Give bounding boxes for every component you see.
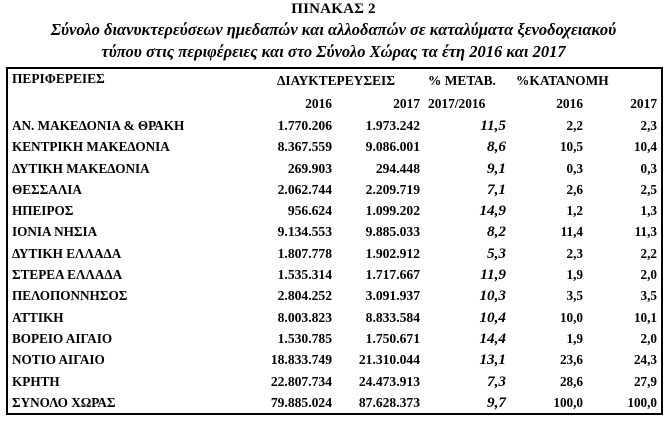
cell-region: ΘΕΣΣΑΛΙΑ: [12, 181, 82, 197]
table-row: [7, 158, 662, 179]
statistics-table-container: [6, 67, 661, 415]
header-year-2017: 2017: [393, 96, 421, 111]
cell-pct-change: 8,6: [487, 138, 507, 156]
statistics-table: [6, 67, 663, 415]
table-row: [7, 371, 662, 392]
cell-region: ΣΤΕΡΕΑ ΕΛΛΑΔΑ: [12, 267, 123, 283]
cell-share-2017: 2,0: [640, 330, 658, 346]
header-year-2016: 2016: [305, 96, 332, 111]
table-row: [7, 307, 662, 328]
cell-stays-2016: 9.134.553: [277, 224, 332, 240]
cell-region: ΣΥΝΟΛΟ ΧΩΡΑΣ: [12, 394, 116, 410]
cell-share-2017: 2,3: [640, 118, 658, 133]
cell-share-2016: 10,5: [559, 139, 584, 155]
table-row: [7, 328, 662, 349]
cell-region: ΑΝ. ΜΑΚΕΔΟΝΙΑ & ΘΡΑΚΗ: [12, 118, 185, 133]
cell-region: ΠΕΛΟΠΟΝΝΗΣΟΣ: [12, 288, 128, 304]
cell-share-2017: 10,4: [633, 139, 658, 155]
cell-stays-2016: 79.885.024: [270, 394, 332, 410]
cell-stays-2017: 1.973.242: [365, 118, 421, 133]
table-row: [7, 221, 662, 242]
cell-share-2016: 1,9: [566, 330, 584, 346]
header-dist-2017: 2017: [630, 96, 658, 111]
cell-pct-change: 11,5: [480, 117, 507, 134]
cell-share-2017: 11,3: [634, 224, 658, 240]
cell-share-2016: 3,5: [566, 288, 584, 304]
cell-region: ΗΠΕΙΡΟΣ: [12, 203, 74, 219]
caption-line-1: Σύνολο διανυκτερεύσεων ημεδαπών και αλλοδαπών σε καταλύματα ξενοδοχειακού: [50, 20, 617, 39]
cell-pct-change: 14,4: [479, 329, 507, 347]
cell-stays-2016: 956.624: [287, 203, 332, 219]
table-row: [7, 285, 662, 306]
cell-stays-2017: 1.717.667: [365, 267, 421, 283]
cell-share-2017: 10,1: [633, 309, 658, 325]
cell-stays-2016: 18.833.749: [270, 352, 332, 368]
cell-stays-2016: 269.903: [287, 160, 332, 176]
cell-pct-change: 14,9: [479, 202, 507, 220]
table-row: [7, 349, 662, 370]
cell-stays-2016: 22.807.734: [270, 373, 332, 389]
cell-pct-change: 9,7: [487, 393, 507, 411]
header-pct-distribution: %ΚΑΤΑΝΟΜΗ: [516, 73, 609, 88]
cell-share-2017: 2,2: [640, 245, 658, 261]
table-row: [7, 115, 662, 136]
table-row: [7, 392, 662, 414]
cell-pct-change: 13,1: [479, 351, 507, 369]
cell-stays-2017: 3.091.937: [365, 288, 421, 304]
cell-share-2016: 100,0: [553, 394, 584, 410]
table-row: [7, 243, 662, 264]
cell-pct-change: 7,1: [487, 180, 507, 198]
cell-region: ΚΡΗΤΗ: [12, 373, 60, 389]
table-caption: [0, 18, 667, 63]
table-row: [7, 136, 662, 157]
cell-region: ΒΟΡΕΙΟ ΑΙΓΑΙΟ: [12, 330, 113, 346]
cell-pct-change: 7,3: [487, 372, 507, 390]
header-pct-change-years: 2017/2016: [428, 96, 486, 111]
cell-share-2017: 2,0: [640, 267, 658, 283]
caption-line-2: τύπου στις περιφέρειες και στο Σύνολο Χώρας τα έτη 2016 και 2017: [101, 42, 566, 61]
cell-region: ΔΥΤΙΚΗ ΜΑΚΕΔΟΝΙΑ: [12, 160, 150, 176]
cell-share-2016: 2,3: [566, 245, 584, 261]
cell-share-2016: 23,6: [559, 352, 584, 368]
cell-pct-change: 5,3: [487, 244, 507, 262]
cell-stays-2017: 9.086.001: [365, 139, 421, 155]
cell-stays-2017: 2.209.719: [365, 181, 421, 197]
table-row: [7, 200, 662, 221]
table-body: [7, 115, 662, 414]
cell-stays-2017: 294.448: [375, 160, 421, 176]
cell-share-2016: 28,6: [559, 373, 584, 389]
cell-share-2017: 27,9: [633, 373, 658, 389]
cell-stays-2016: 1.535.314: [277, 267, 332, 283]
cell-share-2017: 24,3: [633, 352, 658, 368]
header-row-groups: [7, 68, 662, 92]
header-dist-2016: 2016: [556, 96, 584, 111]
cell-pct-change: 10,4: [479, 308, 507, 326]
cell-stays-2016: 2.062.744: [277, 181, 332, 197]
cell-stays-2016: 2.804.252: [277, 288, 332, 304]
cell-stays-2017: 1.750.671: [365, 330, 421, 346]
cell-stays-2017: 1.099.202: [365, 203, 421, 219]
cell-share-2016: 10,0: [559, 309, 584, 325]
cell-stays-2017: 24.473.913: [358, 373, 421, 389]
cell-pct-change: 8,2: [487, 223, 507, 241]
cell-share-2017: 1,3: [640, 203, 658, 219]
cell-region: ΝΟΤΙΟ ΑΙΓΑΙΟ: [12, 352, 105, 368]
cell-share-2017: 2,5: [640, 181, 658, 197]
header-overnight-stays: ΔΙΑΥΚΤΕΡΕΥΣΕΙΣ: [277, 73, 395, 88]
cell-share-2016: 2,6: [566, 181, 584, 197]
table-row: [7, 179, 662, 200]
cell-share-2017: 0,3: [640, 160, 658, 176]
header-pct-change: % ΜΕΤΑΒ.: [428, 73, 496, 88]
cell-share-2017: 100,0: [627, 394, 658, 410]
cell-share-2016: 2,2: [566, 118, 584, 133]
cell-share-2016: 0,3: [566, 160, 584, 176]
cell-region: ΙΟΝΙΑ ΝΗΣΙΑ: [12, 224, 98, 240]
cell-region: ΚΕΝΤΡΙΚΗ ΜΑΚΕΔΟΝΙΑ: [12, 139, 170, 155]
table-row: [7, 264, 662, 285]
cell-share-2016: 1,2: [566, 203, 584, 219]
cell-stays-2017: 1.902.912: [365, 245, 421, 261]
cell-stays-2016: 1.770.206: [277, 118, 332, 133]
cell-stays-2017: 87.628.373: [358, 394, 421, 410]
cell-share-2017: 3,5: [640, 288, 658, 304]
cell-stays-2016: 1.807.778: [277, 245, 332, 261]
cell-stays-2016: 8.367.559: [277, 139, 332, 155]
table-number: ΠΙΝΑΚΑΣ 2: [291, 1, 376, 17]
table-header: [7, 68, 662, 115]
cell-stays-2017: 9.885.033: [365, 224, 421, 240]
title-block: [0, 0, 667, 63]
cell-stays-2016: 8.003.823: [277, 309, 332, 325]
cell-region: ΑΤΤΙΚΗ: [12, 309, 64, 325]
cell-stays-2017: 21.310.044: [358, 352, 421, 368]
cell-pct-change: 11,9: [480, 266, 507, 284]
cell-pct-change: 9,1: [487, 159, 507, 177]
cell-stays-2016: 1.530.785: [277, 330, 332, 346]
cell-stays-2017: 8.833.584: [365, 309, 421, 325]
cell-share-2016: 11,4: [560, 224, 584, 240]
header-regions: ΠΕΡΙΦΕΡΕΙΕΣ: [12, 71, 105, 86]
cell-pct-change: 10,3: [479, 287, 507, 305]
cell-region: ΔΥΤΙΚΗ ΕΛΛΑΔΑ: [12, 245, 122, 261]
cell-share-2016: 1,9: [566, 267, 584, 283]
